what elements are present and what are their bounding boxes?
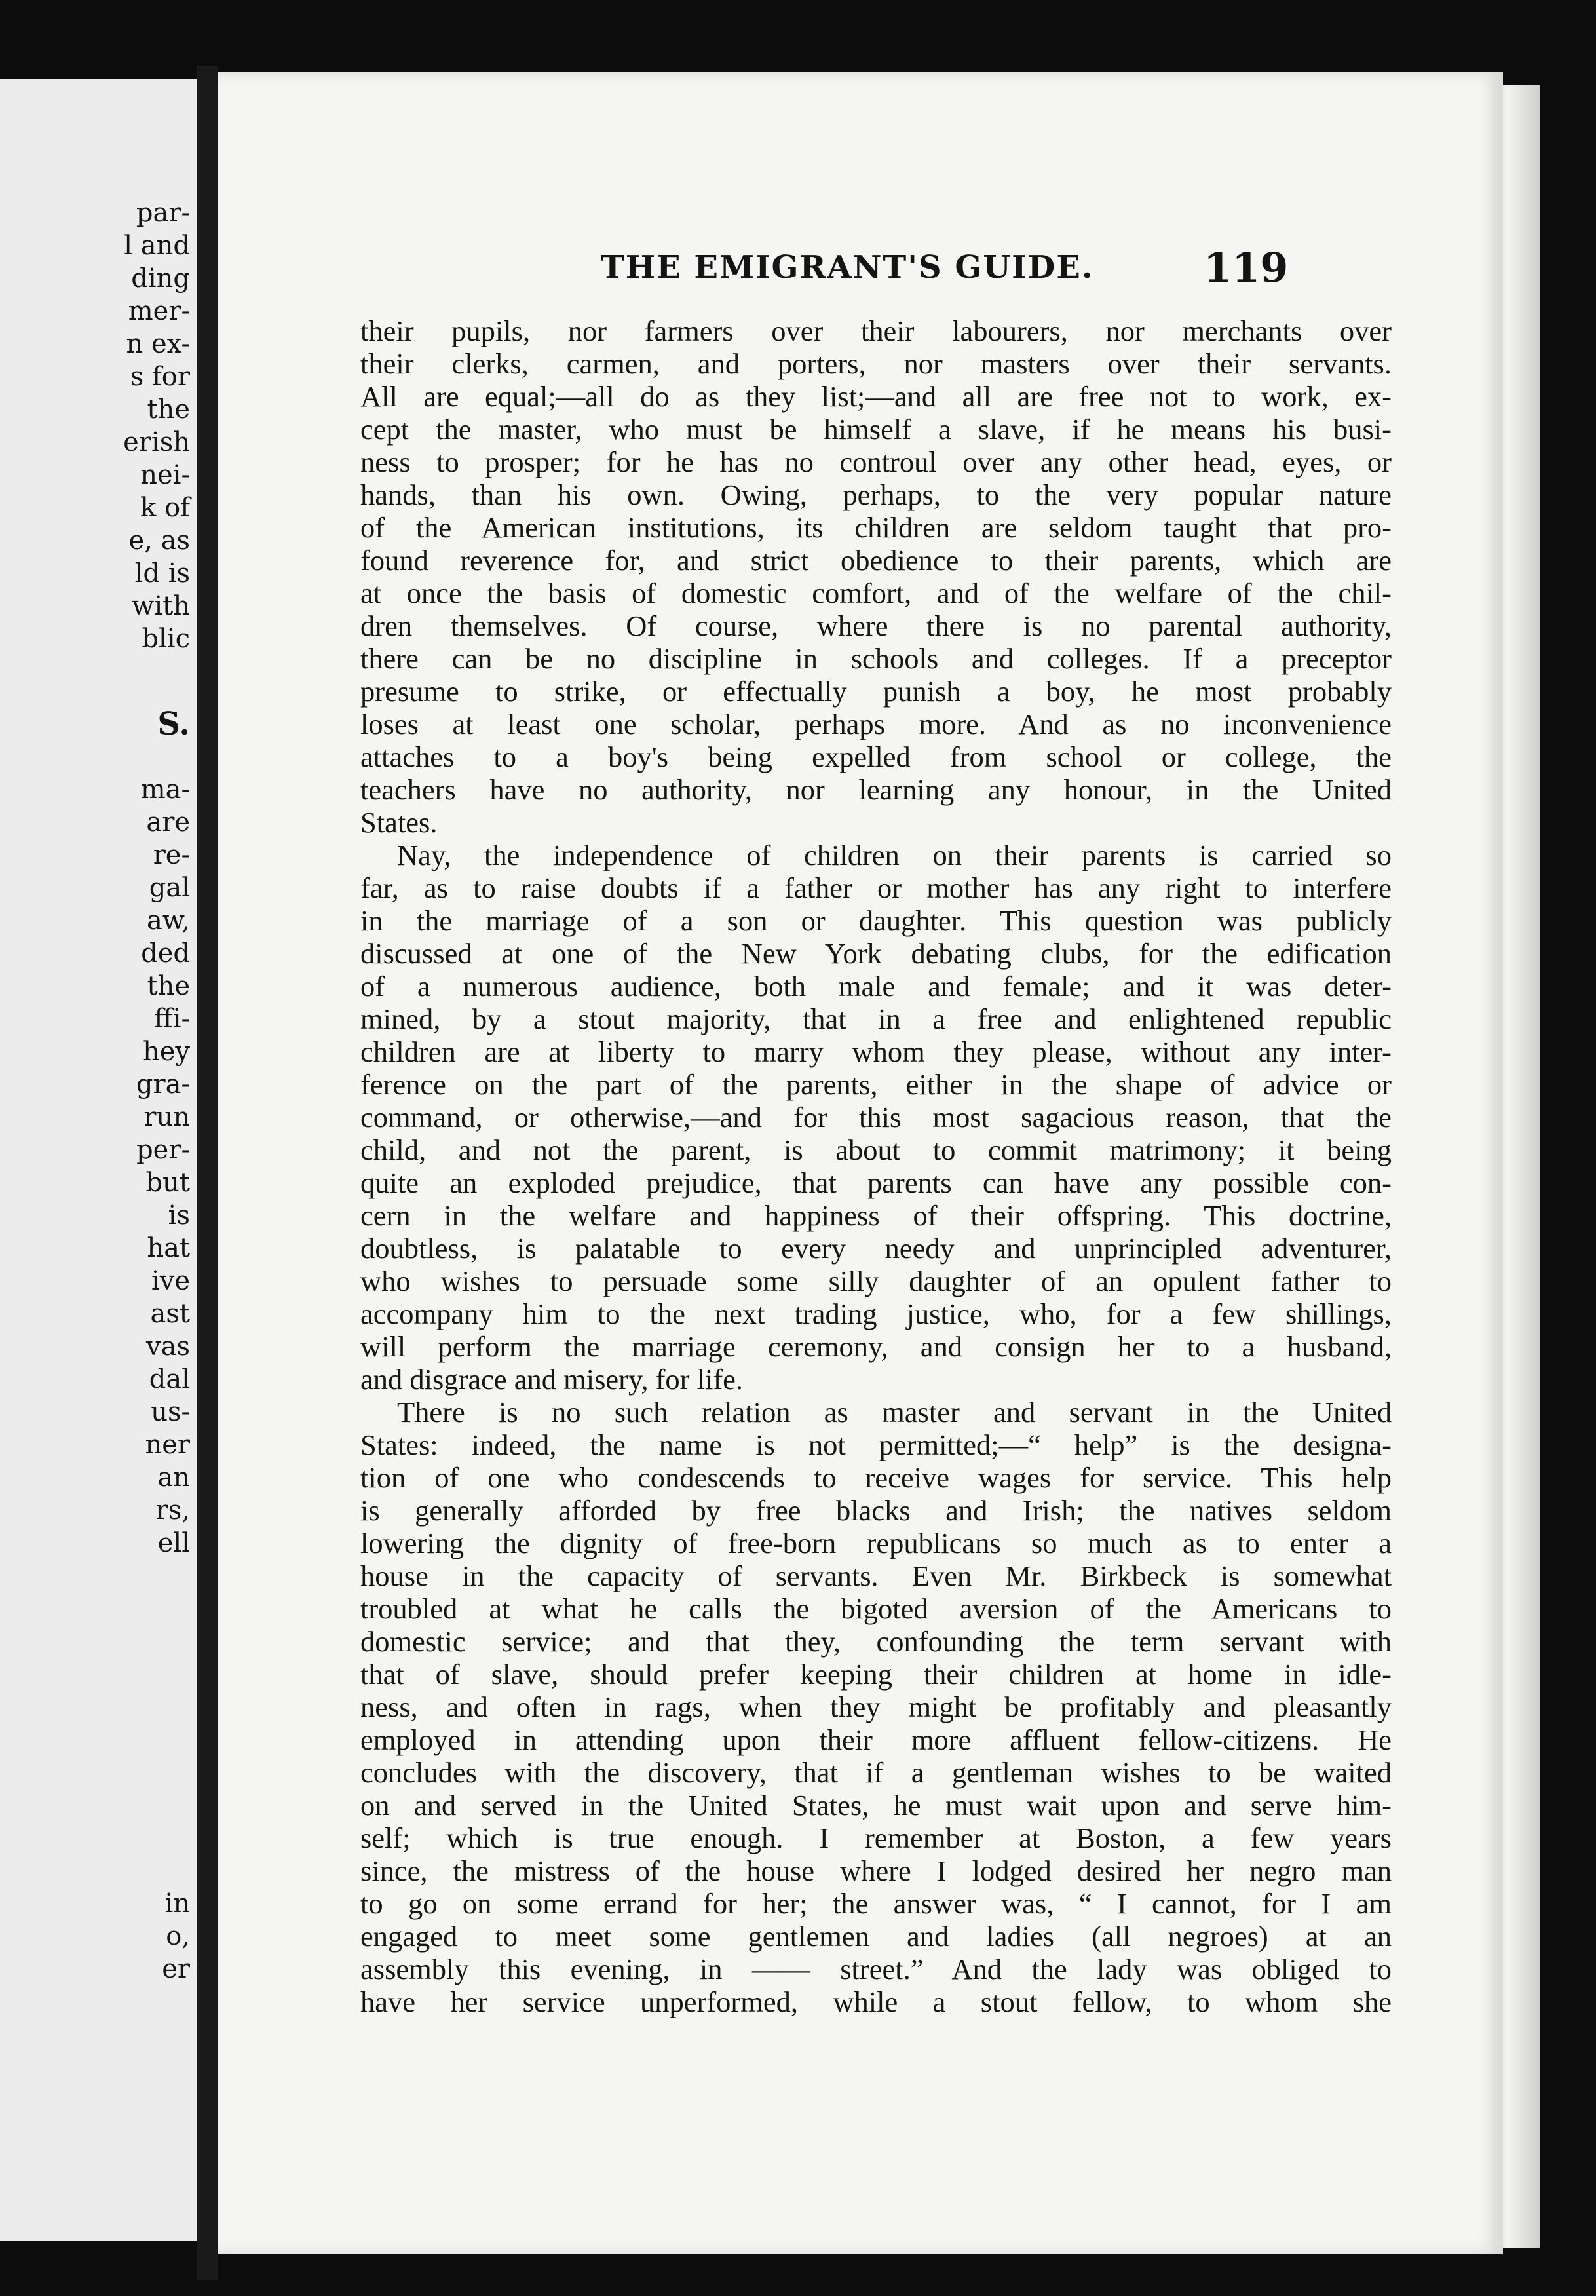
text-line: cept the master, who must be himself a slave, if he means his busi- (360, 413, 1392, 446)
text-line: who wishes to persuade some silly daughter of an opulent father to (360, 1265, 1392, 1297)
left-page-fragment: is (168, 1200, 190, 1231)
left-page-fragment: in (164, 1888, 190, 1919)
left-page-fragment: ma- (140, 775, 190, 805)
left-page-fragment: ast (150, 1299, 190, 1329)
left-page-fragment: erish (123, 427, 190, 457)
text-line: cern in the welfare and happiness of their offspring. This doctrine, (360, 1199, 1392, 1232)
left-page-fragment: re- (153, 840, 190, 870)
left-page-fragment: but (145, 1168, 190, 1198)
text-line: All are equal;—all do as they list;—and all are free not to work, ex- (360, 380, 1392, 413)
left-page-fragment: o, (166, 1921, 190, 1951)
text-line: troubled at what he calls the bigoted aversion of the Americans to (360, 1592, 1392, 1625)
text-line: and disgrace and misery, for life. (360, 1363, 744, 1396)
text-line: Nay, the independence of children on their parents is carried so (397, 839, 1392, 871)
left-page-fragment: blic (142, 624, 190, 654)
text-line: doubtless, is palatable to every needy and unprincipled adventurer, (360, 1232, 1392, 1265)
text-line: ference on the part of the parents, either in the shape of advice or (360, 1068, 1392, 1101)
left-page-fragment: gra- (136, 1069, 190, 1100)
left-page-fragment: rs, (155, 1495, 190, 1525)
page-header (218, 244, 1503, 301)
text-line: self; which is true enough. I remember at Boston, a few years (360, 1822, 1392, 1854)
left-page-fragment: vas (146, 1331, 190, 1362)
left-page-fragment: with (132, 591, 190, 621)
text-line: to go on some errand for her; the answer was, “ I cannot, for I am (360, 1887, 1392, 1920)
text-line: assembly this evening, in —— street.” And the lady was obliged to (360, 1953, 1392, 1985)
left-page-fragment: the (147, 971, 190, 1001)
page-number: 119 (1204, 244, 1289, 292)
text-line: in the marriage of a son or daughter. This question was publicly (360, 904, 1392, 937)
left-page-fragment: n ex- (126, 329, 190, 359)
left-page-fragment: ffi- (154, 1004, 190, 1034)
left-page-fragment: nei- (140, 460, 190, 490)
text-line: house in the capacity of servants. Even Mr. Birkbeck is somewhat (360, 1559, 1392, 1592)
left-page-fragment: ner (145, 1430, 190, 1460)
text-line: concludes with the discovery, that if a gentleman wishes to be waited (360, 1756, 1392, 1789)
text-line: domestic service; and that they, confounding the term servant with (360, 1625, 1392, 1658)
text-line: hands, than his own. Owing, perhaps, to the very popular nature (360, 478, 1392, 511)
left-page-fragment: ive (151, 1266, 190, 1296)
text-line: lowering the dignity of free-born republicans so much as to enter a (360, 1527, 1392, 1559)
text-line: teachers have no authority, nor learning any honour, in the United (360, 773, 1392, 806)
text-line: that of slave, should prefer keeping their children at home in idle- (360, 1658, 1392, 1691)
text-line: ness to prosper; for he has no controul over any other head, eyes, or (360, 446, 1392, 478)
text-line: far, as to raise doubts if a father or mother has any right to interfere (360, 871, 1392, 904)
left-page-fragment: are (146, 807, 190, 837)
text-line: of a numerous audience, both male and female; and it was deter- (360, 970, 1392, 1003)
text-line: is generally afforded by free blacks and Irish; the natives seldom (360, 1494, 1392, 1527)
text-line: presume to strike, or effectually punish a boy, he most probably (360, 675, 1392, 708)
text-line: since, the mistress of the house where I lodged desired her negro man (360, 1854, 1392, 1887)
left-page-fragment: hat (147, 1233, 190, 1263)
right-page (218, 72, 1503, 2254)
left-page-fragment: e, as (128, 526, 190, 556)
body-text (360, 315, 1392, 2018)
left-page-fragment: aw, (146, 906, 190, 936)
left-page-fragment: mer- (128, 296, 190, 326)
text-line: dren themselves. Of course, where there is no parental authority, (360, 609, 1392, 642)
left-facing-page (0, 79, 197, 2241)
text-line: on and served in the United States, he must wait upon and serve him- (360, 1789, 1392, 1822)
left-page-fragment: k of (140, 493, 190, 523)
left-page-fragment: ded (141, 938, 190, 968)
running-title: THE EMIGRANT'S GUIDE. (601, 249, 1094, 286)
left-page-fragment: per- (136, 1135, 190, 1165)
text-line: discussed at one of the New York debating clubs, for the edification (360, 937, 1392, 970)
left-page-fragment: S. (157, 706, 190, 742)
text-line: of the American institutions, its children are seldom taught that pro- (360, 511, 1392, 544)
text-line: ness, and often in rags, when they might be profitably and pleasantly (360, 1691, 1392, 1723)
text-line: their clerks, carmen, and porters, nor masters over their servants. (360, 347, 1392, 380)
book-gutter (197, 66, 218, 2280)
text-line: have her service unperformed, while a stout fellow, to whom she (360, 1985, 1392, 2018)
left-page-fragment: er (162, 1954, 190, 1984)
text-line: loses at least one scholar, perhaps more. And as no inconvenience (360, 708, 1392, 740)
text-line: States. (360, 806, 438, 839)
text-line: accompany him to the next trading justice, who, for a few shillings, (360, 1297, 1392, 1330)
text-line: their pupils, nor farmers over their labourers, nor merchants over (360, 315, 1392, 347)
text-line: quite an exploded prejudice, that parents can have any possible con- (360, 1166, 1392, 1199)
left-page-fragment: hey (142, 1037, 190, 1067)
text-line: tion of one who condescends to receive wages for service. This help (360, 1461, 1392, 1494)
left-page-fragment: par- (136, 198, 190, 228)
left-page-fragment: gal (149, 873, 190, 903)
text-line: child, and not the parent, is about to commit matrimony; it being (360, 1134, 1392, 1166)
text-line: found reverence for, and strict obedience to their parents, which are (360, 544, 1392, 577)
text-line: States: indeed, the name is not permitted;—“ help” is the designa- (360, 1428, 1392, 1461)
text-line: at once the basis of domestic comfort, and of the welfare of the chil- (360, 577, 1392, 609)
text-line: mined, by a stout majority, that in a free and enlightened republic (360, 1003, 1392, 1035)
text-line: children are at liberty to marry whom they please, without any inter- (360, 1035, 1392, 1068)
left-page-fragment: ding (131, 263, 190, 294)
text-line: command, or otherwise,—and for this most sagacious reason, that the (360, 1101, 1392, 1134)
text-line: attaches to a boy's being expelled from school or college, the (360, 740, 1392, 773)
text-line: will perform the marriage ceremony, and consign her to a husband, (360, 1330, 1392, 1363)
left-page-fragment: the (147, 394, 190, 425)
left-page-fragment: s for (130, 362, 190, 392)
text-line: There is no such relation as master and servant in the United (397, 1396, 1392, 1428)
text-line: there can be no discipline in schools and colleges. If a preceptor (360, 642, 1392, 675)
left-page-fragment: ld is (134, 558, 190, 588)
text-line: employed in attending upon their more affluent fellow-citizens. He (360, 1723, 1392, 1756)
left-page-fragment: l and (124, 231, 190, 261)
left-page-fragment: an (157, 1463, 190, 1493)
text-line: engaged to meet some gentlemen and ladies (all negroes) at an (360, 1920, 1392, 1953)
left-page-fragment: run (143, 1102, 190, 1132)
left-page-fragment: ell (157, 1528, 190, 1558)
left-page-fragment: us- (151, 1397, 190, 1427)
left-page-fragment: dal (149, 1364, 190, 1394)
